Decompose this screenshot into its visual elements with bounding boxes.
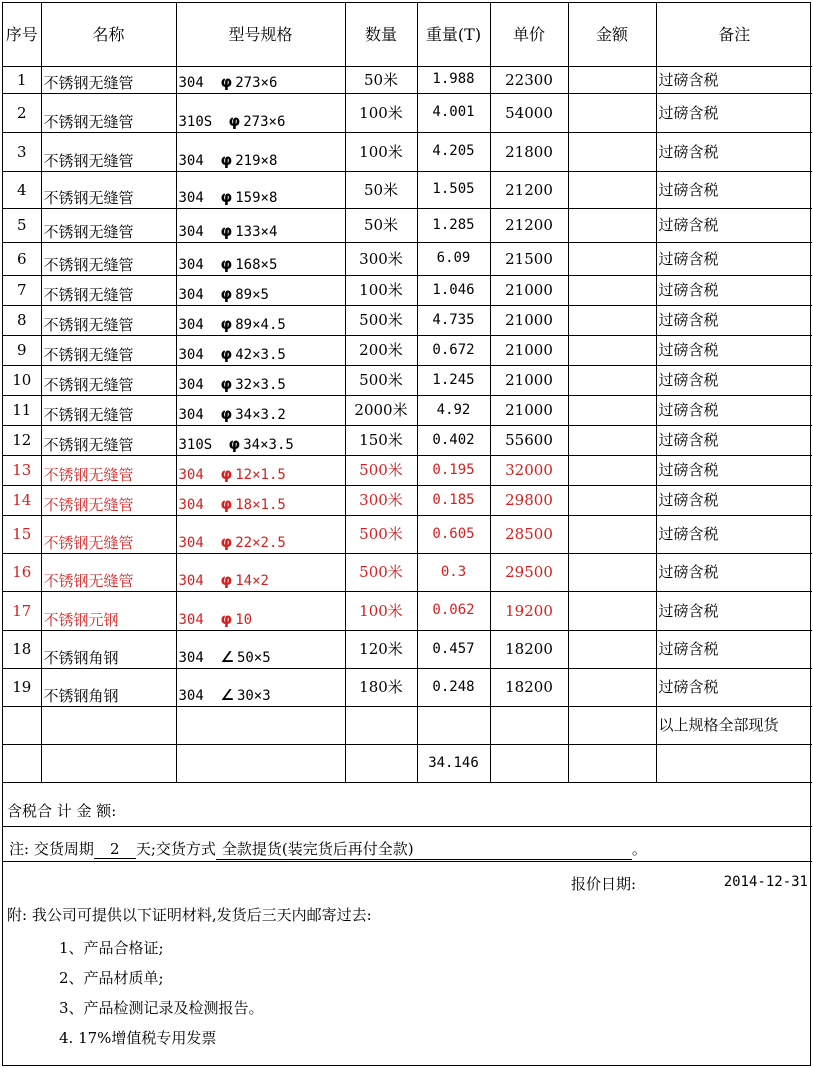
row-note: 过磅含税 bbox=[656, 209, 812, 243]
row-name: 不锈钢无缝管 bbox=[41, 133, 176, 172]
table-row bbox=[3, 67, 812, 94]
row-amount bbox=[568, 209, 656, 243]
spec-material: 310S bbox=[178, 436, 213, 453]
phi-symbol: φ bbox=[220, 221, 233, 240]
row-qty: 120米 bbox=[345, 631, 417, 669]
spec-size: 10 bbox=[235, 611, 253, 628]
spec-material: 304 bbox=[178, 534, 204, 551]
stock-note: 以上规格全部现货 bbox=[656, 707, 812, 745]
phi-symbol: φ bbox=[220, 150, 233, 169]
row-qty: 50米 bbox=[345, 67, 417, 94]
spec-size: 159×8 bbox=[235, 189, 278, 206]
table-row bbox=[3, 592, 812, 631]
table-row bbox=[3, 669, 812, 707]
row-no: 17 bbox=[3, 592, 41, 631]
phi-symbol: φ bbox=[220, 494, 233, 513]
spec-size: 42×3.5 bbox=[235, 346, 286, 363]
table-row bbox=[3, 456, 812, 486]
row-qty: 100米 bbox=[345, 133, 417, 172]
row-note: 过磅含税 bbox=[656, 67, 812, 94]
attachment-item: 4. 17%增值税专用发票 bbox=[59, 1029, 217, 1047]
row-price: 32000 bbox=[490, 456, 568, 486]
row-note: 过磅含税 bbox=[656, 426, 812, 456]
row-qty: 100米 bbox=[345, 592, 417, 631]
header-spec: 型号规格 bbox=[176, 3, 345, 67]
table-row bbox=[3, 554, 812, 592]
row-spec bbox=[176, 67, 345, 94]
delivery-prefix: 注: 交货周期 bbox=[9, 840, 94, 858]
row-note: 过磅含税 bbox=[656, 133, 812, 172]
empty-cell bbox=[568, 707, 656, 745]
row-weight: 1.245 bbox=[417, 366, 490, 396]
row-qty: 180米 bbox=[345, 669, 417, 707]
row-note: 过磅含税 bbox=[656, 276, 812, 306]
row-name: 不锈钢无缝管 bbox=[41, 516, 176, 554]
phi-symbol: φ bbox=[220, 187, 233, 206]
attachments-intro: 附: 我公司可提供以下证明材料,发货后三天内邮寄过去: bbox=[7, 906, 372, 924]
row-name: 不锈钢无缝管 bbox=[41, 172, 176, 209]
row-qty: 50米 bbox=[345, 209, 417, 243]
phi-symbol: φ bbox=[220, 314, 233, 333]
row-weight: 0.605 bbox=[417, 516, 490, 554]
spec-material: 304 bbox=[178, 74, 204, 91]
row-note: 过磅含税 bbox=[656, 631, 812, 669]
row-name: 不锈钢角钢 bbox=[41, 669, 176, 707]
spec-size: 89×4.5 bbox=[235, 316, 286, 333]
row-name: 不锈钢无缝管 bbox=[41, 554, 176, 592]
row-name: 不锈钢元钢 bbox=[41, 592, 176, 631]
row-price: 29800 bbox=[490, 486, 568, 516]
row-no: 7 bbox=[3, 276, 41, 306]
table-header bbox=[3, 3, 812, 67]
row-note: 过磅含税 bbox=[656, 306, 812, 336]
empty-cell bbox=[345, 707, 417, 745]
row-weight: 0.185 bbox=[417, 486, 490, 516]
spec-material: 304 bbox=[178, 256, 204, 273]
table-row bbox=[3, 366, 812, 396]
row-price: 21000 bbox=[490, 276, 568, 306]
row-amount bbox=[568, 592, 656, 631]
header-name: 名称 bbox=[41, 3, 176, 67]
phi-symbol: φ bbox=[228, 111, 241, 130]
phi-symbol: φ bbox=[220, 570, 233, 589]
row-amount bbox=[568, 516, 656, 554]
table-row bbox=[3, 172, 812, 209]
row-spec bbox=[176, 486, 345, 516]
total-weight-row bbox=[3, 745, 812, 783]
row-price: 21000 bbox=[490, 306, 568, 336]
spec-material: 310S bbox=[178, 113, 213, 130]
total-amount-label: 含税合 计 金 额: bbox=[7, 802, 117, 820]
row-amount bbox=[568, 396, 656, 426]
row-note: 过磅含税 bbox=[656, 94, 812, 133]
angle-symbol: ∠ bbox=[220, 647, 234, 666]
row-amount bbox=[568, 669, 656, 707]
row-no: 11 bbox=[3, 396, 41, 426]
phi-symbol: φ bbox=[220, 254, 233, 273]
row-name: 不锈钢无缝管 bbox=[41, 396, 176, 426]
phi-symbol: φ bbox=[220, 609, 233, 628]
empty-cell bbox=[3, 707, 41, 745]
spec-size: 32×3.5 bbox=[235, 376, 286, 393]
delivery-method: 全款提货(装完货后再付全款) bbox=[216, 838, 632, 860]
total-amount-row bbox=[3, 782, 812, 827]
row-spec bbox=[176, 94, 345, 133]
row-qty: 500米 bbox=[345, 456, 417, 486]
table-row bbox=[3, 516, 812, 554]
row-price: 19200 bbox=[490, 592, 568, 631]
row-weight: 1.988 bbox=[417, 67, 490, 94]
row-no: 18 bbox=[3, 631, 41, 669]
table-row bbox=[3, 486, 812, 516]
row-note: 过磅含税 bbox=[656, 592, 812, 631]
row-weight: 4.735 bbox=[417, 306, 490, 336]
row-weight: 4.001 bbox=[417, 94, 490, 133]
spec-material: 304 bbox=[178, 406, 204, 423]
spec-material: 304 bbox=[178, 572, 204, 589]
row-no: 6 bbox=[3, 243, 41, 276]
row-name: 不锈钢无缝管 bbox=[41, 209, 176, 243]
row-no: 5 bbox=[3, 209, 41, 243]
quote-date-value: 2014-12-31 bbox=[723, 874, 808, 890]
row-note: 过磅含税 bbox=[656, 366, 812, 396]
row-price: 21000 bbox=[490, 366, 568, 396]
spec-material: 304 bbox=[178, 223, 204, 240]
row-price: 21200 bbox=[490, 209, 568, 243]
row-spec bbox=[176, 516, 345, 554]
header-weight: 重量(T) bbox=[417, 3, 490, 67]
spec-material: 304 bbox=[178, 496, 204, 513]
row-amount bbox=[568, 306, 656, 336]
empty-cell bbox=[490, 745, 568, 783]
row-qty: 150米 bbox=[345, 426, 417, 456]
row-no: 13 bbox=[3, 456, 41, 486]
row-qty: 100米 bbox=[345, 276, 417, 306]
table-row bbox=[3, 94, 812, 133]
row-qty: 2000米 bbox=[345, 396, 417, 426]
row-name: 不锈钢无缝管 bbox=[41, 276, 176, 306]
row-qty: 300米 bbox=[345, 486, 417, 516]
row-amount bbox=[568, 426, 656, 456]
row-price: 29500 bbox=[490, 554, 568, 592]
row-weight: 1.046 bbox=[417, 276, 490, 306]
row-name: 不锈钢无缝管 bbox=[41, 306, 176, 336]
empty-cell bbox=[568, 745, 656, 783]
row-note: 过磅含税 bbox=[656, 486, 812, 516]
row-spec bbox=[176, 592, 345, 631]
row-qty: 200米 bbox=[345, 336, 417, 366]
row-name: 不锈钢角钢 bbox=[41, 631, 176, 669]
header-qty: 数量 bbox=[345, 3, 417, 67]
row-weight: 0.062 bbox=[417, 592, 490, 631]
row-qty: 100米 bbox=[345, 94, 417, 133]
row-name: 不锈钢无缝管 bbox=[41, 486, 176, 516]
phi-symbol: φ bbox=[220, 284, 233, 303]
row-spec bbox=[176, 669, 345, 707]
table-row bbox=[3, 243, 812, 276]
row-no: 4 bbox=[3, 172, 41, 209]
row-name: 不锈钢无缝管 bbox=[41, 426, 176, 456]
row-qty: 500米 bbox=[345, 306, 417, 336]
attachment-item: 3、产品检测记录及检测报告。 bbox=[59, 999, 264, 1017]
row-note: 过磅含税 bbox=[656, 396, 812, 426]
row-amount bbox=[568, 554, 656, 592]
phi-symbol: φ bbox=[220, 72, 233, 91]
attachments-list bbox=[59, 933, 264, 1053]
spec-material: 304 bbox=[178, 611, 204, 628]
empty-cell bbox=[490, 707, 568, 745]
delivery-suffix: 。 bbox=[631, 840, 647, 858]
row-qty: 500米 bbox=[345, 366, 417, 396]
header-note: 备注 bbox=[656, 3, 812, 67]
spec-material: 304 bbox=[178, 189, 204, 206]
spec-size: 14×2 bbox=[235, 572, 269, 589]
row-amount bbox=[568, 631, 656, 669]
spec-size: 273×6 bbox=[243, 113, 286, 130]
row-amount bbox=[568, 94, 656, 133]
row-name: 不锈钢无缝管 bbox=[41, 336, 176, 366]
row-spec bbox=[176, 366, 345, 396]
row-spec bbox=[176, 426, 345, 456]
phi-symbol: φ bbox=[220, 404, 233, 423]
row-price: 21000 bbox=[490, 396, 568, 426]
spec-size: 30×3 bbox=[236, 687, 271, 704]
phi-symbol: φ bbox=[220, 374, 233, 393]
spec-material: 304 bbox=[178, 286, 204, 303]
table-row bbox=[3, 336, 812, 366]
row-amount bbox=[568, 366, 656, 396]
row-price: 28500 bbox=[490, 516, 568, 554]
row-price: 21500 bbox=[490, 243, 568, 276]
empty-cell bbox=[176, 745, 345, 783]
empty-cell bbox=[41, 707, 176, 745]
row-spec bbox=[176, 554, 345, 592]
row-note: 过磅含税 bbox=[656, 516, 812, 554]
row-weight: 1.285 bbox=[417, 209, 490, 243]
phi-symbol: φ bbox=[220, 532, 233, 551]
row-no: 16 bbox=[3, 554, 41, 592]
attachment-item: 1、产品合格证; bbox=[59, 939, 164, 957]
row-qty: 500米 bbox=[345, 516, 417, 554]
row-price: 55600 bbox=[490, 426, 568, 456]
empty-cell bbox=[3, 745, 41, 783]
row-weight: 1.505 bbox=[417, 172, 490, 209]
row-note: 过磅含税 bbox=[656, 243, 812, 276]
table-row bbox=[3, 276, 812, 306]
row-weight: 4.205 bbox=[417, 133, 490, 172]
row-note: 过磅含税 bbox=[656, 554, 812, 592]
row-spec bbox=[176, 276, 345, 306]
row-note: 过磅含税 bbox=[656, 456, 812, 486]
spec-material: 304 bbox=[178, 687, 204, 704]
row-price: 21200 bbox=[490, 172, 568, 209]
table-row bbox=[3, 426, 812, 456]
delivery-mid: 天;交货方式 bbox=[135, 840, 216, 858]
row-weight: 0.3 bbox=[417, 554, 490, 592]
row-spec bbox=[176, 133, 345, 172]
row-price: 21000 bbox=[490, 336, 568, 366]
row-spec bbox=[176, 336, 345, 366]
row-spec bbox=[176, 243, 345, 276]
row-name: 不锈钢无缝管 bbox=[41, 67, 176, 94]
header-price: 单价 bbox=[490, 3, 568, 67]
phi-symbol: φ bbox=[228, 434, 241, 453]
row-spec bbox=[176, 209, 345, 243]
row-price: 21800 bbox=[490, 133, 568, 172]
quotation-table bbox=[3, 3, 812, 783]
row-name: 不锈钢无缝管 bbox=[41, 366, 176, 396]
quote-date-label: 报价日期: bbox=[571, 875, 637, 893]
row-amount bbox=[568, 456, 656, 486]
row-amount bbox=[568, 276, 656, 306]
spec-material: 304 bbox=[178, 316, 204, 333]
spec-material: 304 bbox=[178, 346, 204, 363]
row-qty: 50米 bbox=[345, 172, 417, 209]
row-name: 不锈钢无缝管 bbox=[41, 243, 176, 276]
row-no: 9 bbox=[3, 336, 41, 366]
row-price: 54000 bbox=[490, 94, 568, 133]
row-note: 过磅含税 bbox=[656, 172, 812, 209]
row-no: 3 bbox=[3, 133, 41, 172]
table-row bbox=[3, 306, 812, 336]
row-price: 18200 bbox=[490, 631, 568, 669]
empty-cell bbox=[656, 745, 812, 783]
row-amount bbox=[568, 486, 656, 516]
row-note: 过磅含税 bbox=[656, 336, 812, 366]
footer-notes bbox=[3, 861, 812, 1068]
total-weight: 34.146 bbox=[417, 745, 490, 783]
spec-size: 219×8 bbox=[235, 152, 278, 169]
spec-size: 50×5 bbox=[236, 649, 271, 666]
spec-size: 273×6 bbox=[235, 74, 278, 91]
header-amount: 金额 bbox=[568, 3, 656, 67]
empty-cell bbox=[41, 745, 176, 783]
spec-material: 304 bbox=[178, 152, 204, 169]
spec-size: 168×5 bbox=[235, 256, 278, 273]
stock-note-row bbox=[3, 707, 812, 745]
table-row bbox=[3, 631, 812, 669]
table-row bbox=[3, 209, 812, 243]
table-row bbox=[3, 396, 812, 426]
row-spec bbox=[176, 631, 345, 669]
row-spec bbox=[176, 306, 345, 336]
delivery-days: 2 bbox=[94, 840, 136, 859]
row-note: 过磅含税 bbox=[656, 669, 812, 707]
table-row bbox=[3, 133, 812, 172]
row-no: 14 bbox=[3, 486, 41, 516]
row-no: 8 bbox=[3, 306, 41, 336]
attachment-item: 2、产品材质单; bbox=[59, 969, 164, 987]
row-amount bbox=[568, 133, 656, 172]
row-weight: 0.672 bbox=[417, 336, 490, 366]
spec-size: 89×5 bbox=[235, 286, 269, 303]
row-weight: 0.248 bbox=[417, 669, 490, 707]
spec-size: 12×1.5 bbox=[235, 466, 286, 483]
row-no: 2 bbox=[3, 94, 41, 133]
row-price: 22300 bbox=[490, 67, 568, 94]
spec-size: 18×1.5 bbox=[235, 496, 286, 513]
row-price: 18200 bbox=[490, 669, 568, 707]
row-amount bbox=[568, 243, 656, 276]
row-name: 不锈钢无缝管 bbox=[41, 94, 176, 133]
row-no: 15 bbox=[3, 516, 41, 554]
row-no: 19 bbox=[3, 669, 41, 707]
row-weight: 0.195 bbox=[417, 456, 490, 486]
spec-material: 304 bbox=[178, 466, 204, 483]
phi-symbol: φ bbox=[220, 464, 233, 483]
spec-size: 133×4 bbox=[235, 223, 278, 240]
quotation-sheet bbox=[2, 2, 811, 1066]
row-weight: 0.457 bbox=[417, 631, 490, 669]
row-name: 不锈钢无缝管 bbox=[41, 456, 176, 486]
row-spec bbox=[176, 172, 345, 209]
spec-material: 304 bbox=[178, 376, 204, 393]
row-amount bbox=[568, 336, 656, 366]
empty-cell bbox=[345, 745, 417, 783]
row-no: 10 bbox=[3, 366, 41, 396]
empty-cell bbox=[176, 707, 345, 745]
row-qty: 500米 bbox=[345, 554, 417, 592]
row-no: 1 bbox=[3, 67, 41, 94]
row-weight: 4.92 bbox=[417, 396, 490, 426]
row-amount bbox=[568, 67, 656, 94]
spec-size: 34×3.5 bbox=[243, 436, 294, 453]
header-no: 序号 bbox=[3, 3, 41, 67]
row-no: 12 bbox=[3, 426, 41, 456]
row-spec bbox=[176, 396, 345, 426]
row-qty: 300米 bbox=[345, 243, 417, 276]
empty-cell bbox=[417, 707, 490, 745]
row-weight: 0.402 bbox=[417, 426, 490, 456]
angle-symbol: ∠ bbox=[220, 685, 234, 704]
spec-size: 22×2.5 bbox=[235, 534, 286, 551]
spec-material: 304 bbox=[178, 649, 204, 666]
row-amount bbox=[568, 172, 656, 209]
delivery-terms-row bbox=[3, 826, 812, 862]
row-spec bbox=[176, 456, 345, 486]
phi-symbol: φ bbox=[220, 344, 233, 363]
spec-size: 34×3.2 bbox=[235, 406, 286, 423]
row-weight: 6.09 bbox=[417, 243, 490, 276]
